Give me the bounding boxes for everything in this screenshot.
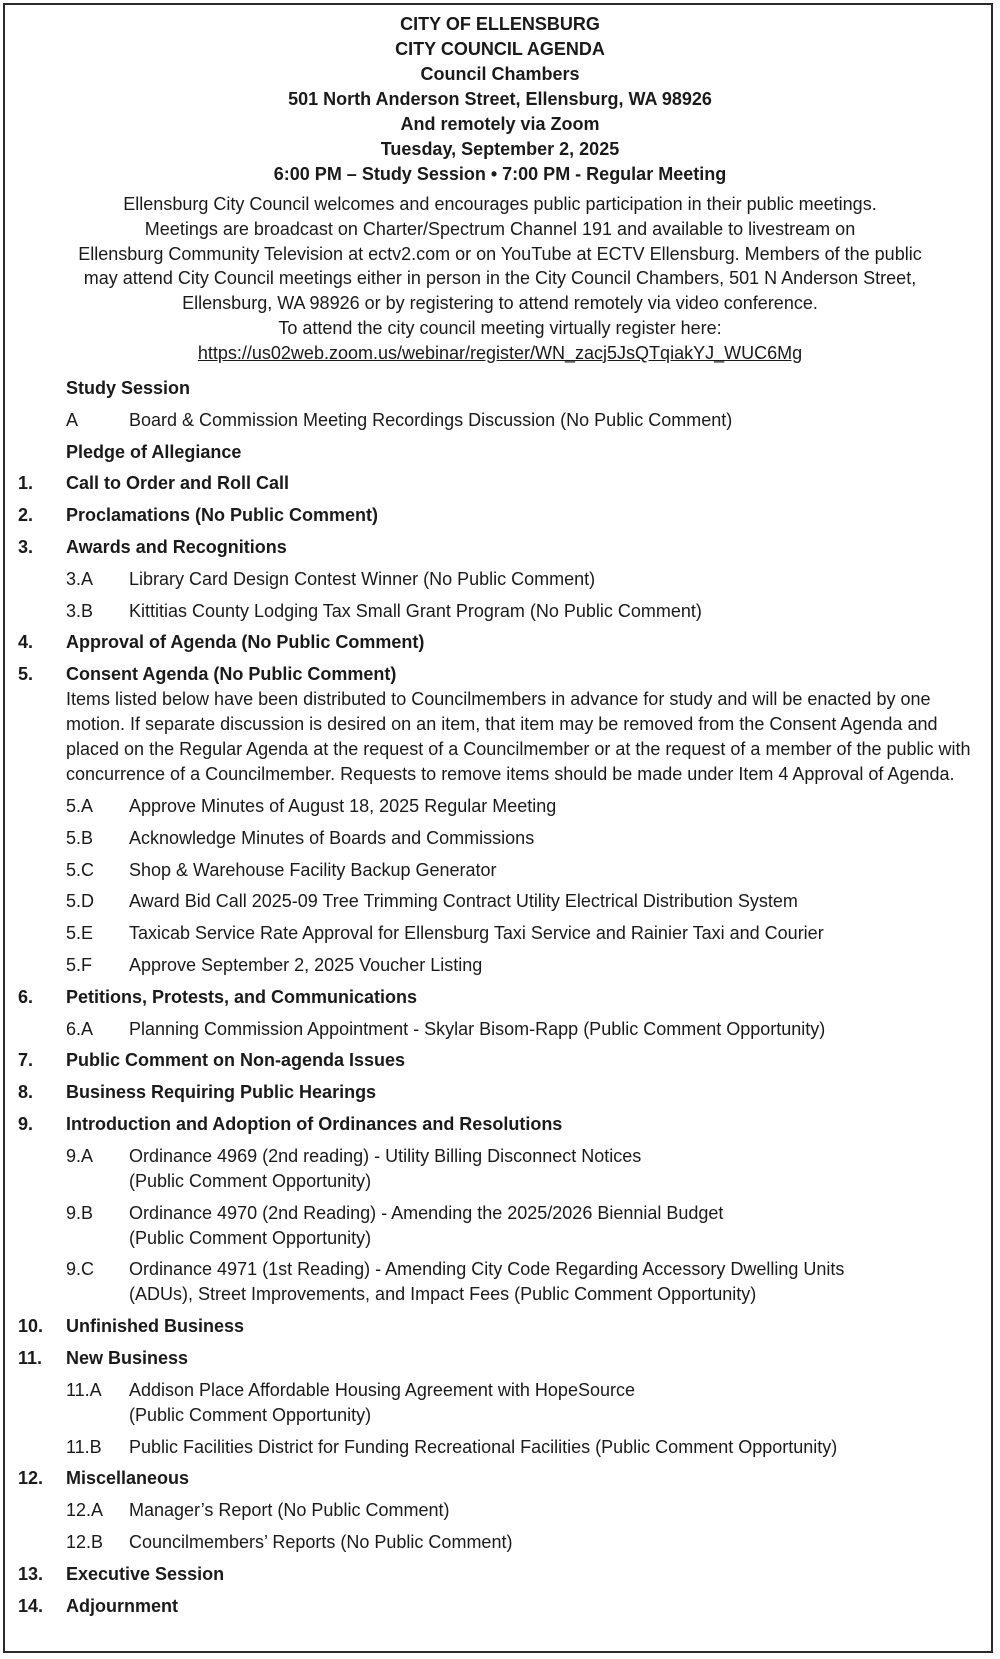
agenda-item-1 <box>0 471 1000 496</box>
item-number: 6. <box>18 986 34 1007</box>
item-title: Proclamations (No Public Comment) <box>66 505 379 526</box>
agenda-subitem <box>0 1498 1000 1523</box>
item-title: Public Comment on Non-agenda Issues <box>66 1050 406 1071</box>
subitem-text: Approve September 2, 2025 Voucher Listing <box>129 954 483 975</box>
subitem-code: 3.A <box>66 568 94 589</box>
subitem-code: A <box>66 409 79 430</box>
item-title: Adjournment <box>66 1595 178 1616</box>
subitem-text <box>129 1144 984 1194</box>
subitem-text: Board & Commission Meeting Recordings Discussion (No Public Comment) <box>129 409 733 430</box>
item-title: New Business <box>66 1347 189 1368</box>
item-title: Consent Agenda (No Public Comment) <box>66 664 397 685</box>
agenda-item-8 <box>0 1080 1000 1105</box>
intro-line: Meetings are broadcast on Charter/Spectrum Channel 191 and available to livestream on <box>144 218 856 239</box>
agenda-item-3 <box>0 535 1000 560</box>
agenda-subitem <box>0 1201 1000 1251</box>
item-number: 2. <box>18 505 34 526</box>
subitem-text: Planning Commission Appointment - Skylar Bisom-Rapp (Public Comment Opportunity) <box>129 1018 826 1039</box>
subitem-code: 11.A <box>66 1379 102 1400</box>
item-title: Call to Order and Roll Call <box>66 473 290 494</box>
subitem-text: Approve Minutes of August 18, 2025 Regular Meeting <box>129 795 557 816</box>
subitem-text <box>129 1201 984 1251</box>
item-title: Executive Session <box>66 1563 225 1584</box>
subitem-text: Acknowledge Minutes of Boards and Commissions <box>129 827 535 848</box>
intro-line: Ellensburg Community Television at ectv2.com or on YouTube at ECTV Ellensburg. Members of the public <box>78 243 922 264</box>
subitem-code: 5.E <box>66 923 94 944</box>
subitem-code: 9.A <box>66 1145 94 1166</box>
agenda-item-7 <box>0 1048 1000 1073</box>
agenda-item-9 <box>0 1112 1000 1137</box>
meeting-address: 501 North Anderson Street, Ellensburg, WA 98926 <box>288 89 712 109</box>
agenda-item-2 <box>0 503 1000 528</box>
intro-line: Ellensburg, WA 98926 or by registering to attend remotely via video conference. <box>182 293 818 314</box>
subitem-text <box>129 1257 984 1307</box>
agenda-subitem <box>0 1144 1000 1194</box>
subitem-code: 6.A <box>66 1018 94 1039</box>
agenda-item-13 <box>0 1562 1000 1587</box>
zoom-registration-link[interactable]: https://us02web.zoom.us/webinar/register/WN_zacj5JsQTqiakYJ_WUC6Mg <box>197 342 803 363</box>
subitem-code: 12.A <box>66 1500 104 1521</box>
agenda-subitem <box>0 921 1000 946</box>
agenda-subitem <box>0 599 1000 624</box>
city-name: CITY OF ELLENSBURG <box>400 14 600 34</box>
item-title: Introduction and Adoption of Ordinances and Resolutions <box>66 1113 563 1134</box>
agenda-subitem <box>0 826 1000 851</box>
item-number: 10. <box>18 1316 44 1337</box>
subitem-text: Taxicab Service Rate Approval for Ellensburg Taxi Service and Rainier Taxi and Courier <box>129 923 824 944</box>
subitem-code: 9.C <box>66 1259 95 1280</box>
subitem-line: (Public Comment Opportunity) <box>129 1170 372 1191</box>
item-number: 13. <box>18 1563 44 1584</box>
subitem-code: 9.B <box>66 1202 94 1223</box>
subitem-line: Addison Place Affordable Housing Agreement with HopeSource <box>129 1379 635 1400</box>
item-title: Business Requiring Public Hearings <box>66 1082 377 1103</box>
subitem-code: 5.C <box>66 859 95 880</box>
consent-agenda-description: Items listed below have been distributed to Councilmembers in advance for study and will be enacted by one motion. If separate discussion is desired on an item, that item may be removed from the Consent Agenda and placed on the Regular Agenda at the request of a Councilmember or at the request of a member of the public with concurrence of a Councilmember. Requests to remove items should be made under Item 4 Approval of Agenda. <box>66 689 971 785</box>
subitem-text: Award Bid Call 2025-09 Tree Trimming Contract Utility Electrical Distribution System <box>129 891 798 912</box>
agenda-item-12 <box>0 1466 1000 1491</box>
agenda-subitem <box>0 1435 1000 1460</box>
subitem-line: (Public Comment Opportunity) <box>129 1227 372 1248</box>
agenda-list <box>0 376 1000 1625</box>
subitem-text: Kittitias County Lodging Tax Small Grant Program (No Public Comment) <box>129 600 702 621</box>
agenda-subitem <box>0 1257 1000 1307</box>
meeting-date: Tuesday, September 2, 2025 <box>380 139 620 159</box>
agenda-subitem <box>0 889 1000 914</box>
subitem-text: Shop & Warehouse Facility Backup Generator <box>129 859 497 880</box>
subitem-text <box>129 1378 984 1428</box>
item-title: Petitions, Protests, and Communications <box>66 986 418 1007</box>
remote-note: And remotely via Zoom <box>400 114 600 134</box>
agenda-subitem <box>0 567 1000 592</box>
item-number: 12. <box>18 1468 44 1489</box>
agenda-header <box>0 12 1000 187</box>
subitem-code: 5.F <box>66 954 93 975</box>
subitem-text: Public Facilities District for Funding Recreational Facilities (Public Comment Opportunity) <box>129 1436 838 1457</box>
agenda-item-6 <box>0 985 1000 1010</box>
agenda-item-11 <box>0 1346 1000 1371</box>
item-title: Miscellaneous <box>66 1468 190 1489</box>
item-number: 4. <box>18 632 34 653</box>
pledge-heading: Pledge of Allegiance <box>66 441 242 462</box>
subitem-code: 5.B <box>66 827 94 848</box>
subitem-code: 5.D <box>66 891 95 912</box>
agenda-item-10 <box>0 1314 1000 1339</box>
agenda-subitem <box>0 1017 1000 1042</box>
agenda-item-14 <box>0 1594 1000 1619</box>
agenda-title: CITY COUNCIL AGENDA <box>395 39 605 59</box>
agenda-subitem <box>0 1530 1000 1555</box>
subitem-text: Manager’s Report (No Public Comment) <box>129 1500 450 1521</box>
item-number: 14. <box>18 1595 44 1616</box>
agenda-subitem <box>0 1378 1000 1428</box>
item-number: 8. <box>18 1082 34 1103</box>
item-title: Unfinished Business <box>66 1316 245 1337</box>
subitem-code: 3.B <box>66 600 94 621</box>
intro-paragraph <box>0 192 1000 366</box>
agenda-subitem <box>0 408 1000 433</box>
subitem-line: (Public Comment Opportunity) <box>129 1404 372 1425</box>
item-number: 1. <box>18 473 34 494</box>
meeting-times: 6:00 PM – Study Session • 7:00 PM - Regular Meeting <box>273 164 727 184</box>
subitem-text: Library Card Design Contest Winner (No Public Comment) <box>129 568 596 589</box>
subitem-line: Ordinance 4971 (1st Reading) - Amending City Code Regarding Accessory Dwelling Units <box>129 1259 845 1280</box>
agenda-subitem <box>0 953 1000 978</box>
item-number: 11. <box>18 1347 43 1368</box>
agenda-item-4 <box>0 630 1000 655</box>
item-number: 5. <box>18 664 34 685</box>
subitem-code: 11.B <box>66 1436 102 1457</box>
agenda-subitem <box>0 794 1000 819</box>
subitem-line: Ordinance 4970 (2nd Reading) - Amending the 2025/2026 Biennial Budget <box>129 1202 724 1223</box>
item-number: 9. <box>18 1113 34 1134</box>
item-title: Approval of Agenda (No Public Comment) <box>66 632 425 653</box>
subitem-code: 12.B <box>66 1531 104 1552</box>
intro-line: may attend City Council meetings either in person in the City Council Chambers, 501 N Anderson Street, <box>83 268 917 289</box>
intro-line: Ellensburg City Council welcomes and encourages public participation in their public meetings. <box>123 194 877 214</box>
subitem-text: Councilmembers’ Reports (No Public Comment) <box>129 1531 513 1552</box>
agenda-subitem <box>0 858 1000 883</box>
item-number: 3. <box>18 536 34 557</box>
study-session-heading: Study Session <box>66 378 191 398</box>
register-instructions: To attend the city council meeting virtually register here: <box>278 317 722 338</box>
subitem-line: Ordinance 4969 (2nd reading) - Utility Billing Disconnect Notices <box>129 1145 642 1166</box>
subitem-line: (ADUs), Street Improvements, and Impact Fees (Public Comment Opportunity) <box>129 1284 757 1305</box>
agenda-item-5 <box>0 662 1000 787</box>
meeting-location: Council Chambers <box>420 64 580 84</box>
item-title: Awards and Recognitions <box>66 536 287 557</box>
item-number: 7. <box>18 1050 34 1071</box>
subitem-code: 5.A <box>66 795 94 816</box>
